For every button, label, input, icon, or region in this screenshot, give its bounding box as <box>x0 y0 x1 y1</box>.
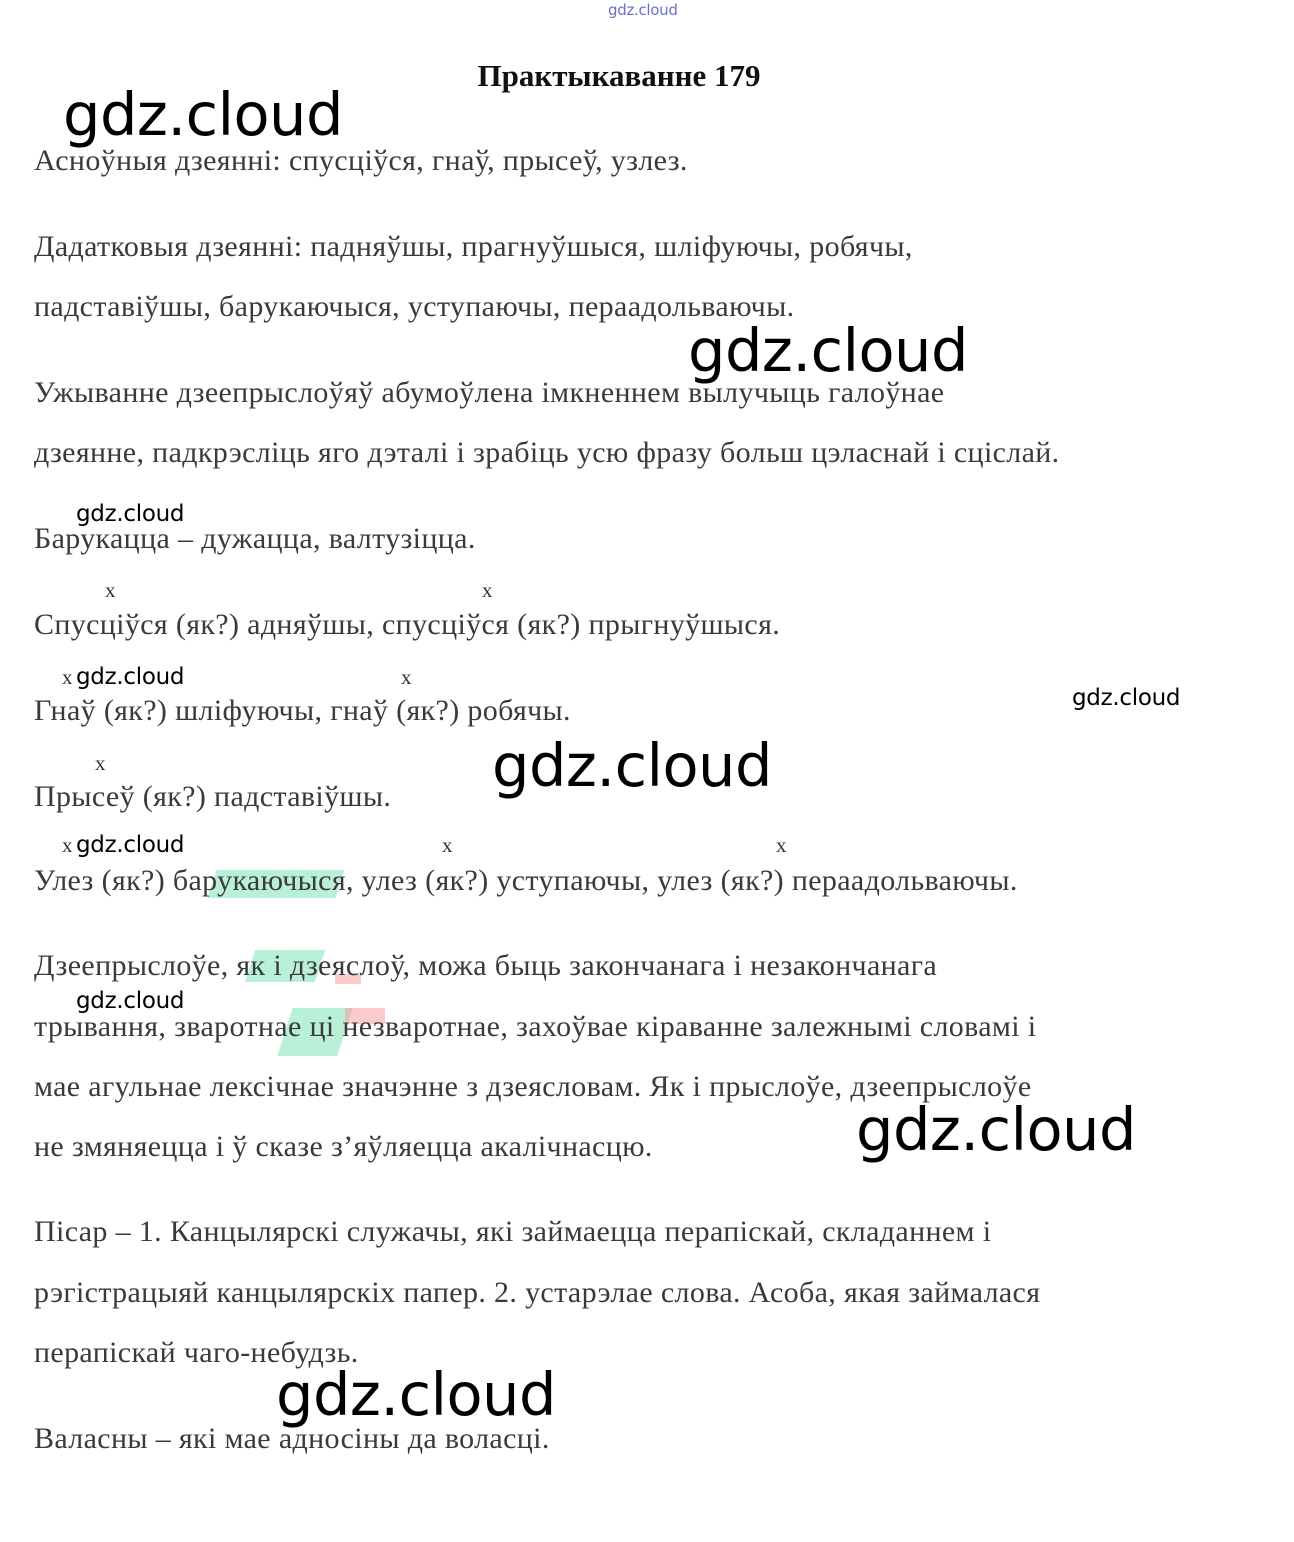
text-line-usage-2: дзеянне, падкрэсліць яго дэталі і зрабіць усю фразу больш цэласнай і сціслай. <box>34 436 1060 469</box>
watermark-logo: gdz.cloud <box>76 501 185 527</box>
watermark-logo: gdz.cloud <box>76 664 185 690</box>
watermark-logo: gdz.cloud <box>856 1095 1136 1164</box>
text-line-definition-barukatsa: Барукацца – дужацца, валтузіцца. <box>34 522 476 555</box>
text-line-sentence-1: Спусціўся (як?) адняўшы, спусціўся (як?) прыгнуўшыся. <box>34 608 781 641</box>
watermark-logo: gdz.cloud <box>63 80 343 149</box>
text-line-pisar-2: рэгістрацыяй канцылярскіх папер. 2. устарэлае слова. Асоба, якая займалася <box>34 1276 1041 1309</box>
text-line-pisar-3: перапіскай чаго-небудзь. <box>34 1336 359 1369</box>
predicate-mark: x <box>62 833 73 857</box>
watermark-logo: gdz.cloud <box>276 1360 556 1429</box>
text-line-theory-1: Дзеепрыслоўе, як і дзеяслоў, можа быць закончанага і незакончанага <box>34 949 938 982</box>
text-line-theory-4: не змяняецца і ў сказе з’яўляецца акалічнасцю. <box>34 1130 653 1163</box>
text-line-theory-3: мае агульнае лексічнае значэнне з дзеясловам. Як і прыслоўе, дзеепрыслоўе <box>34 1070 1032 1103</box>
text-line-theory-2: трывання, зваротнае ці незваротнае, захоўвае кіраванне залежнымі словамі і <box>34 1010 1037 1043</box>
watermark-logo: gdz.cloud <box>76 988 185 1014</box>
text-line-additional-actions-2: падставіўшы, барукаючыся, уступаючы, пераадольваючы. <box>34 290 795 323</box>
watermark-top: gdz.cloud <box>608 1 678 19</box>
text-line-sentence-2: Гнаў (як?) шліфуючы, гнаў (як?) робячы. <box>34 694 571 727</box>
exercise-title: Практыкаванне 179 <box>477 58 761 93</box>
predicate-mark: x <box>442 833 453 857</box>
predicate-mark: x <box>105 578 116 602</box>
text-line-main-actions: Асноўныя дзеянні: спусціўся, гнаў, прысеў, узлез. <box>34 144 688 177</box>
watermark-logo: gdz.cloud <box>76 832 185 858</box>
predicate-mark: x <box>95 751 106 775</box>
watermark-logo: gdz.cloud <box>1072 685 1181 711</box>
predicate-mark: x <box>62 665 73 689</box>
text-line-sentence-3: Прысеў (як?) падставіўшы. <box>34 780 392 813</box>
text-line-valasny: Валасны – які мае адносіны да воласці. <box>34 1422 550 1455</box>
watermark-logo: gdz.cloud <box>492 731 772 800</box>
text-line-additional-actions-1: Дадатковыя дзеянні: падняўшы, прагнуўшыся, шліфуючы, робячы, <box>34 230 913 263</box>
predicate-mark: x <box>776 833 787 857</box>
predicate-mark: x <box>401 665 412 689</box>
watermark-logo: gdz.cloud <box>688 316 968 385</box>
text-line-pisar-1: Пісар – 1. Канцылярскі служачы, які займаецца перапіскай, складаннем і <box>34 1215 992 1248</box>
predicate-mark: x <box>482 578 493 602</box>
text-line-sentence-4: Улез (як?) барукаючыся, улез (як?) уступаючы, улез (як?) пераадольваючы. <box>34 864 1018 897</box>
text-line-usage-1: Ужыванне дзеепрыслоўяў абумоўлена імкненнем вылучыць галоўнае <box>34 376 945 409</box>
